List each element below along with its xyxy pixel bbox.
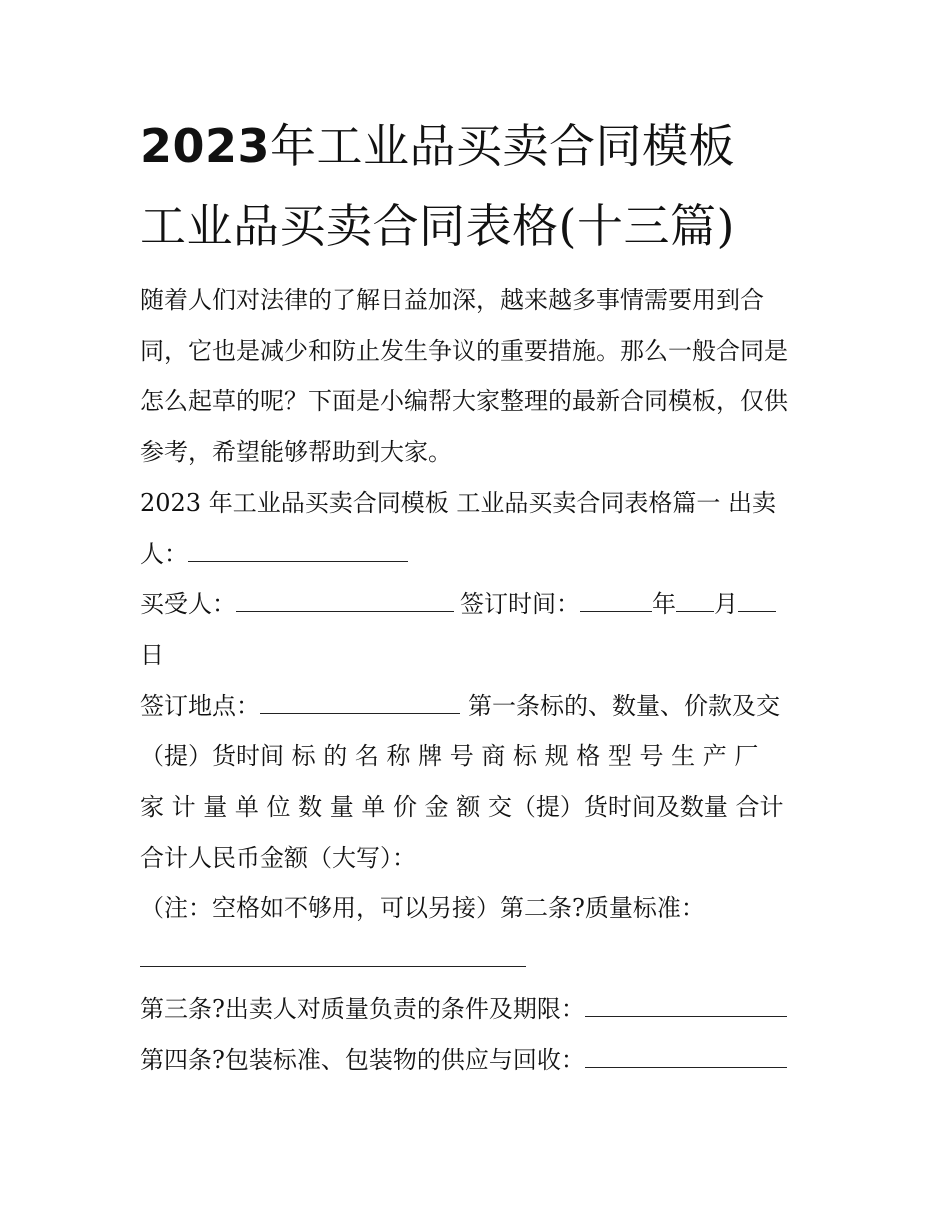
sign-place-blank[interactable] bbox=[260, 712, 460, 714]
seller-label: 人： bbox=[140, 540, 188, 568]
article1-line-2: （提）货时间 标 的 名 称 牌 号 商 标 规 格 型 号 生 产 厂 bbox=[140, 742, 759, 770]
seller-field bbox=[140, 538, 408, 570]
note-line: （注：空格如不够用，可以另接）第二条?质量标准： bbox=[140, 894, 705, 922]
article1-line-3a: 家 计 量 单 位 数 量 单 价 金 额 交（提） bbox=[140, 793, 584, 821]
article1-line-3 bbox=[140, 791, 784, 823]
month-char: 月 bbox=[714, 590, 738, 618]
document-title-line-1 bbox=[140, 118, 735, 174]
sign-time-label: 签订时间： bbox=[460, 590, 580, 618]
section-heading: 2023 年工业品买卖合同模板 工业品买卖合同表格篇一 出卖 bbox=[140, 489, 776, 517]
article1-start: 第一条标的、数量、价款及交 bbox=[468, 692, 780, 720]
buyer-label: 买受人： bbox=[140, 590, 236, 618]
quality-standard-blank-row bbox=[140, 943, 526, 975]
total-amount-line: 合计人民币金额（大写）： bbox=[140, 844, 416, 872]
title-year: 2023 bbox=[140, 119, 271, 173]
sign-place-field bbox=[140, 690, 780, 722]
intro-line-1: 随着人们对法律的了解日益加深，越来越多事情需要用到合 bbox=[140, 286, 764, 314]
intro-line-3: 怎么起草的呢？下面是小编帮大家整理的最新合同模板，仅供 bbox=[140, 387, 788, 415]
article3-label: 第三条?出卖人对质量负责的条件及期限： bbox=[140, 995, 585, 1023]
quality-standard-blank[interactable] bbox=[140, 965, 526, 967]
intro-line-4: 参考，希望能够帮助到大家。 bbox=[140, 438, 452, 466]
document-title-line-2: 工业品买卖合同表格(十三篇) bbox=[140, 199, 735, 253]
article4-field bbox=[140, 1044, 787, 1076]
buyer-time-field bbox=[140, 588, 776, 620]
year-char: 年 bbox=[652, 590, 676, 618]
buyer-blank[interactable] bbox=[236, 610, 454, 612]
article3-field bbox=[140, 993, 787, 1025]
title-line-1-text: 年工业品买卖合同模板 bbox=[270, 119, 736, 173]
article4-blank[interactable] bbox=[585, 1066, 787, 1068]
day-blank[interactable] bbox=[738, 610, 776, 612]
sign-place-label: 签订地点： bbox=[140, 692, 260, 720]
article3-blank[interactable] bbox=[585, 1015, 787, 1017]
seller-blank[interactable] bbox=[188, 560, 408, 562]
article4-label: 第四条?包装标准、包装物的供应与回收： bbox=[140, 1046, 585, 1074]
month-blank[interactable] bbox=[676, 610, 714, 612]
day-char: 日 bbox=[140, 641, 164, 669]
intro-line-2: 同，它也是减少和防止发生争议的重要措施。那么一般合同是 bbox=[140, 337, 788, 365]
article1-line-3b: 货时间及数量 合计 bbox=[583, 793, 784, 821]
year-blank[interactable] bbox=[580, 610, 652, 612]
